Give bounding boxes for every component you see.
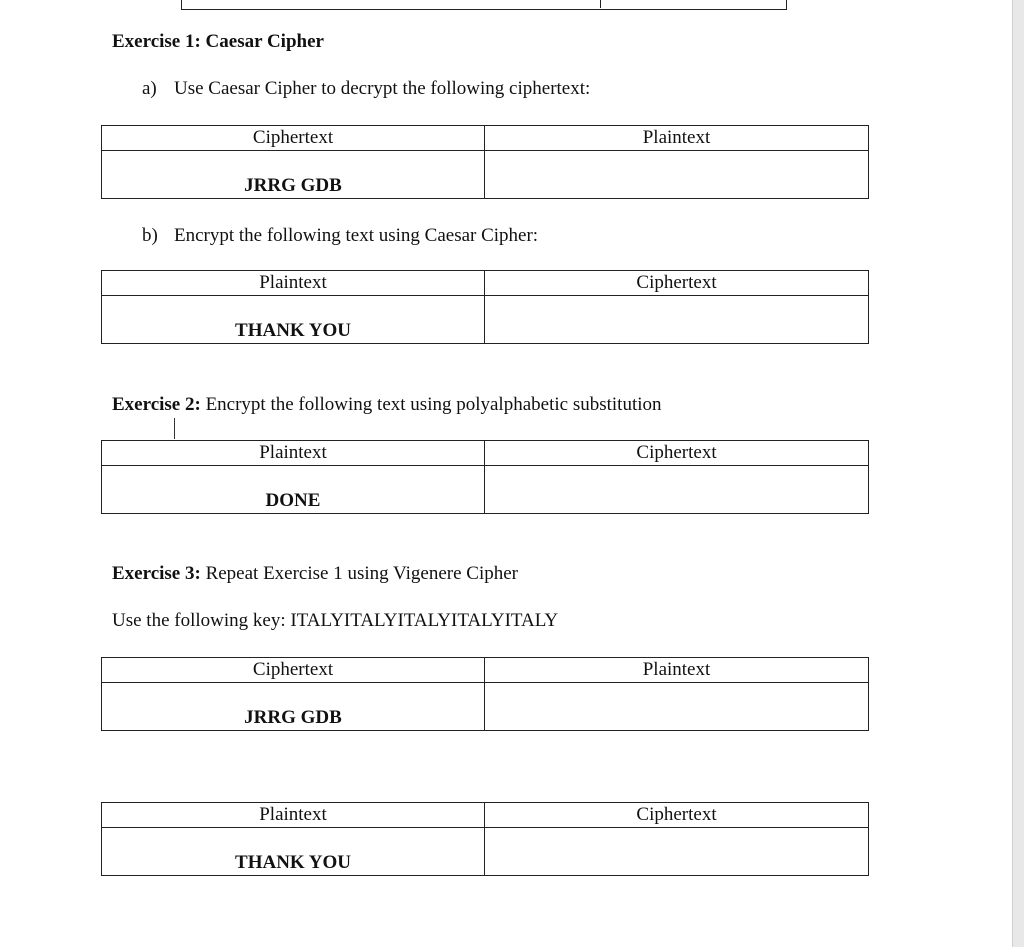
exercise1-encrypt-table: [101, 270, 869, 344]
table-header-cell: Plaintext: [102, 803, 485, 828]
table-header-cell: Plaintext: [485, 126, 869, 151]
exercise1-decrypt-table: [101, 125, 869, 199]
table-value-cell: JRRG GDB: [102, 151, 485, 199]
table-answer-cell[interactable]: [485, 683, 869, 731]
exercise1-part-b-text: Encrypt the following text using Caesar Cipher:: [174, 225, 539, 246]
table-value-cell: THANK YOU: [102, 828, 485, 876]
exercise2-line: [112, 394, 662, 416]
table-header-cell: Plaintext: [485, 658, 869, 683]
exercise3-decrypt-table: [101, 657, 869, 731]
table-row: [102, 683, 869, 731]
table-header-row: [102, 441, 869, 466]
table-row: [102, 466, 869, 514]
previous-table-fragment: [181, 0, 787, 10]
table-header-cell: Ciphertext: [102, 658, 485, 683]
exercise3-line: [112, 563, 518, 585]
table-header-cell: Ciphertext: [485, 271, 869, 296]
table-header-row: [102, 126, 869, 151]
exercise3-key-line: Use the following key: ITALYITALYITALYITALYITALY: [112, 610, 559, 631]
table-row: [102, 296, 869, 344]
table-answer-cell[interactable]: [485, 151, 869, 199]
table-header-cell: Ciphertext: [485, 441, 869, 466]
exercise3-text: Repeat Exercise 1 using Vigenere Cipher: [200, 563, 518, 584]
table-row: [102, 151, 869, 199]
table-value-cell: JRRG GDB: [102, 683, 485, 731]
previous-table-divider: [600, 0, 601, 8]
exercise1-part-a-marker: a): [142, 78, 157, 99]
exercise2-label: Exercise 2:: [112, 394, 201, 415]
table-header-cell: Ciphertext: [485, 803, 869, 828]
table-header-cell: Ciphertext: [102, 126, 485, 151]
table-header-row: [102, 658, 869, 683]
exercise2-text: Encrypt the following text using polyalphabetic substitution: [200, 394, 662, 415]
exercise1-part-b-marker: b): [142, 225, 158, 246]
exercise1-part-a-text: Use Caesar Cipher to decrypt the following ciphertext:: [174, 78, 591, 99]
vertical-scrollbar[interactable]: [1012, 0, 1024, 947]
exercise2-table: [101, 440, 869, 514]
table-answer-cell[interactable]: [485, 296, 869, 344]
exercise3-label: Exercise 3:: [112, 563, 201, 584]
exercise3-encrypt-table: [101, 802, 869, 876]
table-header-row: [102, 271, 869, 296]
table-header-row: [102, 803, 869, 828]
text-cursor: [174, 418, 175, 439]
table-answer-cell[interactable]: [485, 466, 869, 514]
table-answer-cell[interactable]: [485, 828, 869, 876]
table-value-cell: THANK YOU: [102, 296, 485, 344]
table-header-cell: Plaintext: [102, 271, 485, 296]
table-row: [102, 828, 869, 876]
table-value-cell: DONE: [102, 466, 485, 514]
exercise1-heading: Exercise 1: Caesar Cipher: [112, 31, 324, 52]
table-header-cell: Plaintext: [102, 441, 485, 466]
